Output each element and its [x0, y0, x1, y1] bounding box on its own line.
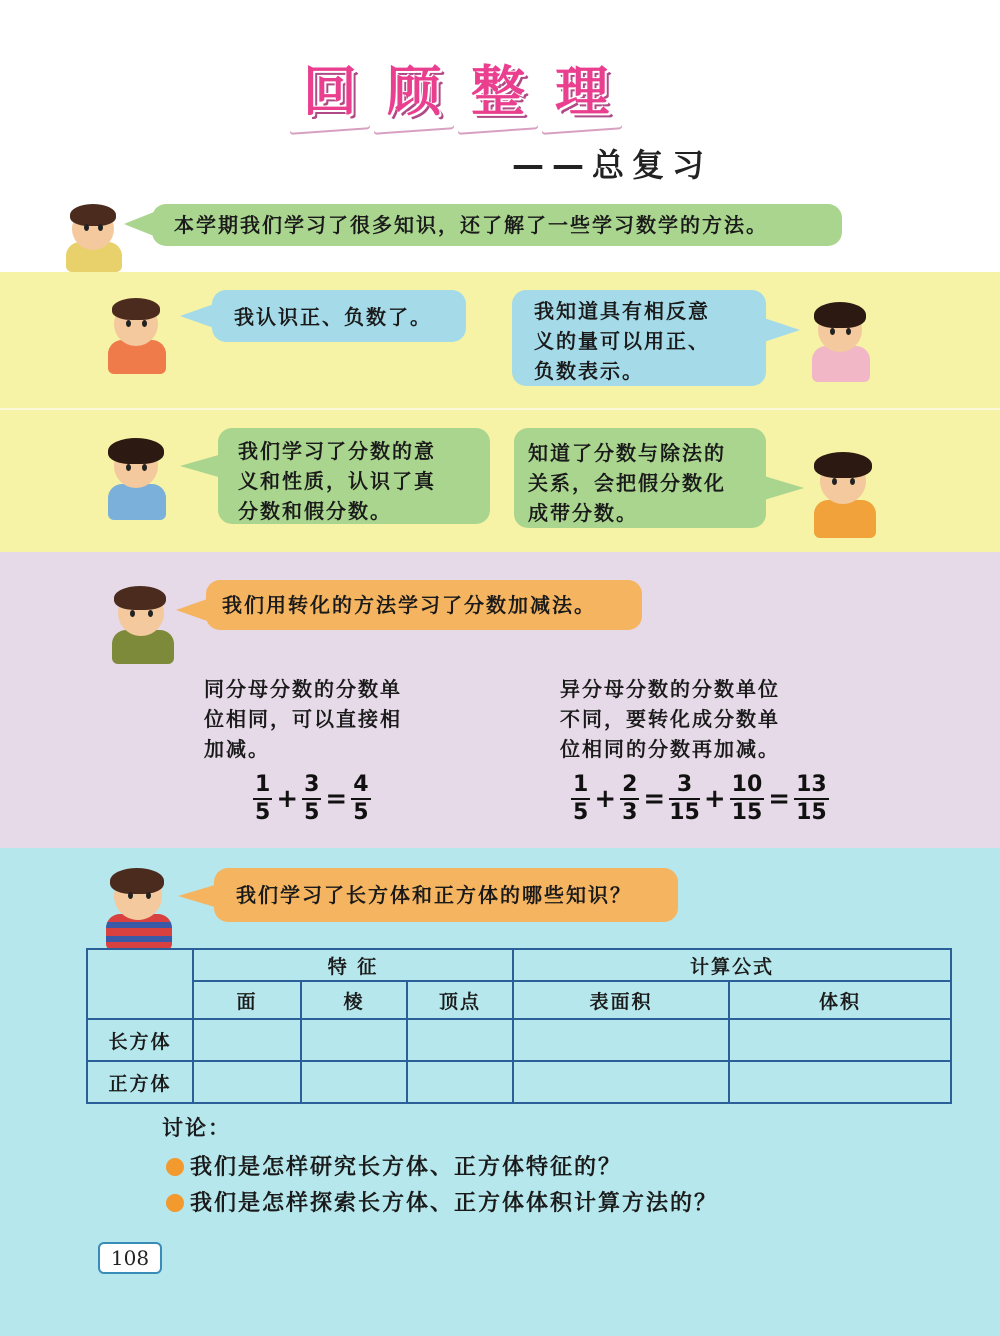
fraction: $\frac{3}{5}$ [304, 772, 320, 825]
fraction: $\frac{10}{15}$ [731, 772, 763, 825]
table-group-header: 特 征 [193, 949, 513, 981]
equals-sign: = [768, 784, 791, 814]
discussion-item [166, 1150, 622, 1181]
bubble-line: 我们学习了分数的意 [238, 439, 436, 463]
bubble-line: 成带分数。 [528, 501, 638, 525]
table-row-header: 长方体 [87, 1019, 193, 1061]
bubble-line: 关系，会把假分数化 [528, 471, 726, 495]
table-corner [87, 949, 193, 1019]
text-line: 同分母分数的分数单 [204, 677, 402, 701]
table-group-header: 计算公式 [513, 949, 951, 981]
speech-bubble-fraction-meaning [218, 428, 490, 524]
table-row-header: 正方体 [87, 1061, 193, 1103]
bullet-icon [166, 1158, 184, 1176]
girl-illustration [806, 450, 884, 538]
table-cell[interactable] [729, 1019, 951, 1061]
plus-sign: + [276, 784, 299, 814]
discussion-item [166, 1186, 718, 1217]
title-char: 整 [471, 60, 525, 123]
title-char: 理 [555, 60, 609, 123]
table-col-header: 棱 [301, 981, 407, 1019]
speech-bubble-fraction-addition: 我们用转化的方法学习了分数加减法。 [206, 580, 642, 630]
page-subtitle: ——总复习 [512, 146, 713, 184]
text-line: 加减。 [204, 737, 270, 761]
equals-sign: = [325, 784, 348, 814]
different-denominator-text [560, 674, 780, 764]
table-cell[interactable] [193, 1061, 301, 1103]
text-line: 异分母分数的分数单位 [560, 677, 780, 701]
fraction: $\frac{1}{5}$ [573, 772, 589, 825]
equals-sign: = [643, 784, 666, 814]
girl-illustration [806, 300, 878, 382]
table-cell[interactable] [407, 1019, 513, 1061]
table-cell[interactable] [301, 1019, 407, 1061]
discussion-text: 我们是怎样探索长方体、正方体体积计算方法的？ [190, 1191, 719, 1216]
boy-illustration [104, 296, 174, 374]
title-char: 顾 [387, 60, 441, 123]
speech-bubble-opposite-quantities [512, 290, 766, 386]
girl-illustration [100, 436, 176, 520]
bubble-line: 负数表示。 [534, 359, 644, 383]
bubble-line: 我知道具有相反意 [534, 299, 710, 323]
title-char: 回 [303, 60, 357, 123]
bubble-line: 义的量可以用正、 [534, 329, 710, 353]
boy-illustration [106, 584, 182, 664]
speech-bubble-negative-numbers: 我认识正、负数了。 [212, 290, 466, 342]
boy-illustration [100, 866, 180, 950]
speech-bubble-fraction-division [514, 428, 766, 528]
plus-sign: + [703, 784, 726, 814]
table-col-header: 面 [193, 981, 301, 1019]
table-row [87, 1019, 951, 1061]
page-number: 108 [98, 1242, 162, 1274]
table-col-header: 顶点 [407, 981, 513, 1019]
equation-same-denominator [252, 774, 372, 824]
table-cell[interactable] [301, 1061, 407, 1103]
table-cell[interactable] [513, 1019, 729, 1061]
boy-illustration [60, 200, 132, 272]
intro-speech-bubble: 本学期我们学习了很多知识，还了解了一些学习数学的方法。 [152, 204, 842, 246]
fraction: $\frac{13}{15}$ [796, 772, 827, 825]
bubble-line: 义和性质，认识了真 [238, 469, 436, 493]
text-line: 不同，要转化成分数单 [560, 707, 780, 731]
solids-table [86, 948, 952, 1104]
bubble-line: 分数和假分数。 [238, 499, 392, 523]
table-col-header: 体积 [729, 981, 951, 1019]
speech-bubble-solids: 我们学习了长方体和正方体的哪些知识？ [214, 868, 678, 922]
table-cell[interactable] [729, 1061, 951, 1103]
text-line: 位相同，可以直接相 [204, 707, 402, 731]
bullet-icon [166, 1194, 184, 1212]
page-title [290, 60, 630, 140]
table-cell[interactable] [513, 1061, 729, 1103]
discussion-text: 我们是怎样研究长方体、正方体特征的？ [190, 1155, 623, 1180]
bubble-line: 知道了分数与除法的 [528, 441, 726, 465]
fraction: $\frac{3}{15}$ [669, 772, 700, 825]
discussion-label: 讨论： [162, 1116, 231, 1140]
plus-sign: + [594, 784, 617, 814]
fraction: $\frac{2}{3}$ [622, 772, 638, 825]
same-denominator-text [204, 674, 402, 764]
fraction: $\frac{4}{5}$ [353, 772, 369, 825]
text-line: 位相同的分数再加减。 [560, 737, 780, 761]
table-row [87, 1061, 951, 1103]
fraction: $\frac{1}{5}$ [255, 772, 271, 825]
table-col-header: 表面积 [513, 981, 729, 1019]
table-cell[interactable] [407, 1061, 513, 1103]
table-cell[interactable] [193, 1019, 301, 1061]
equation-different-denominator [570, 774, 830, 824]
